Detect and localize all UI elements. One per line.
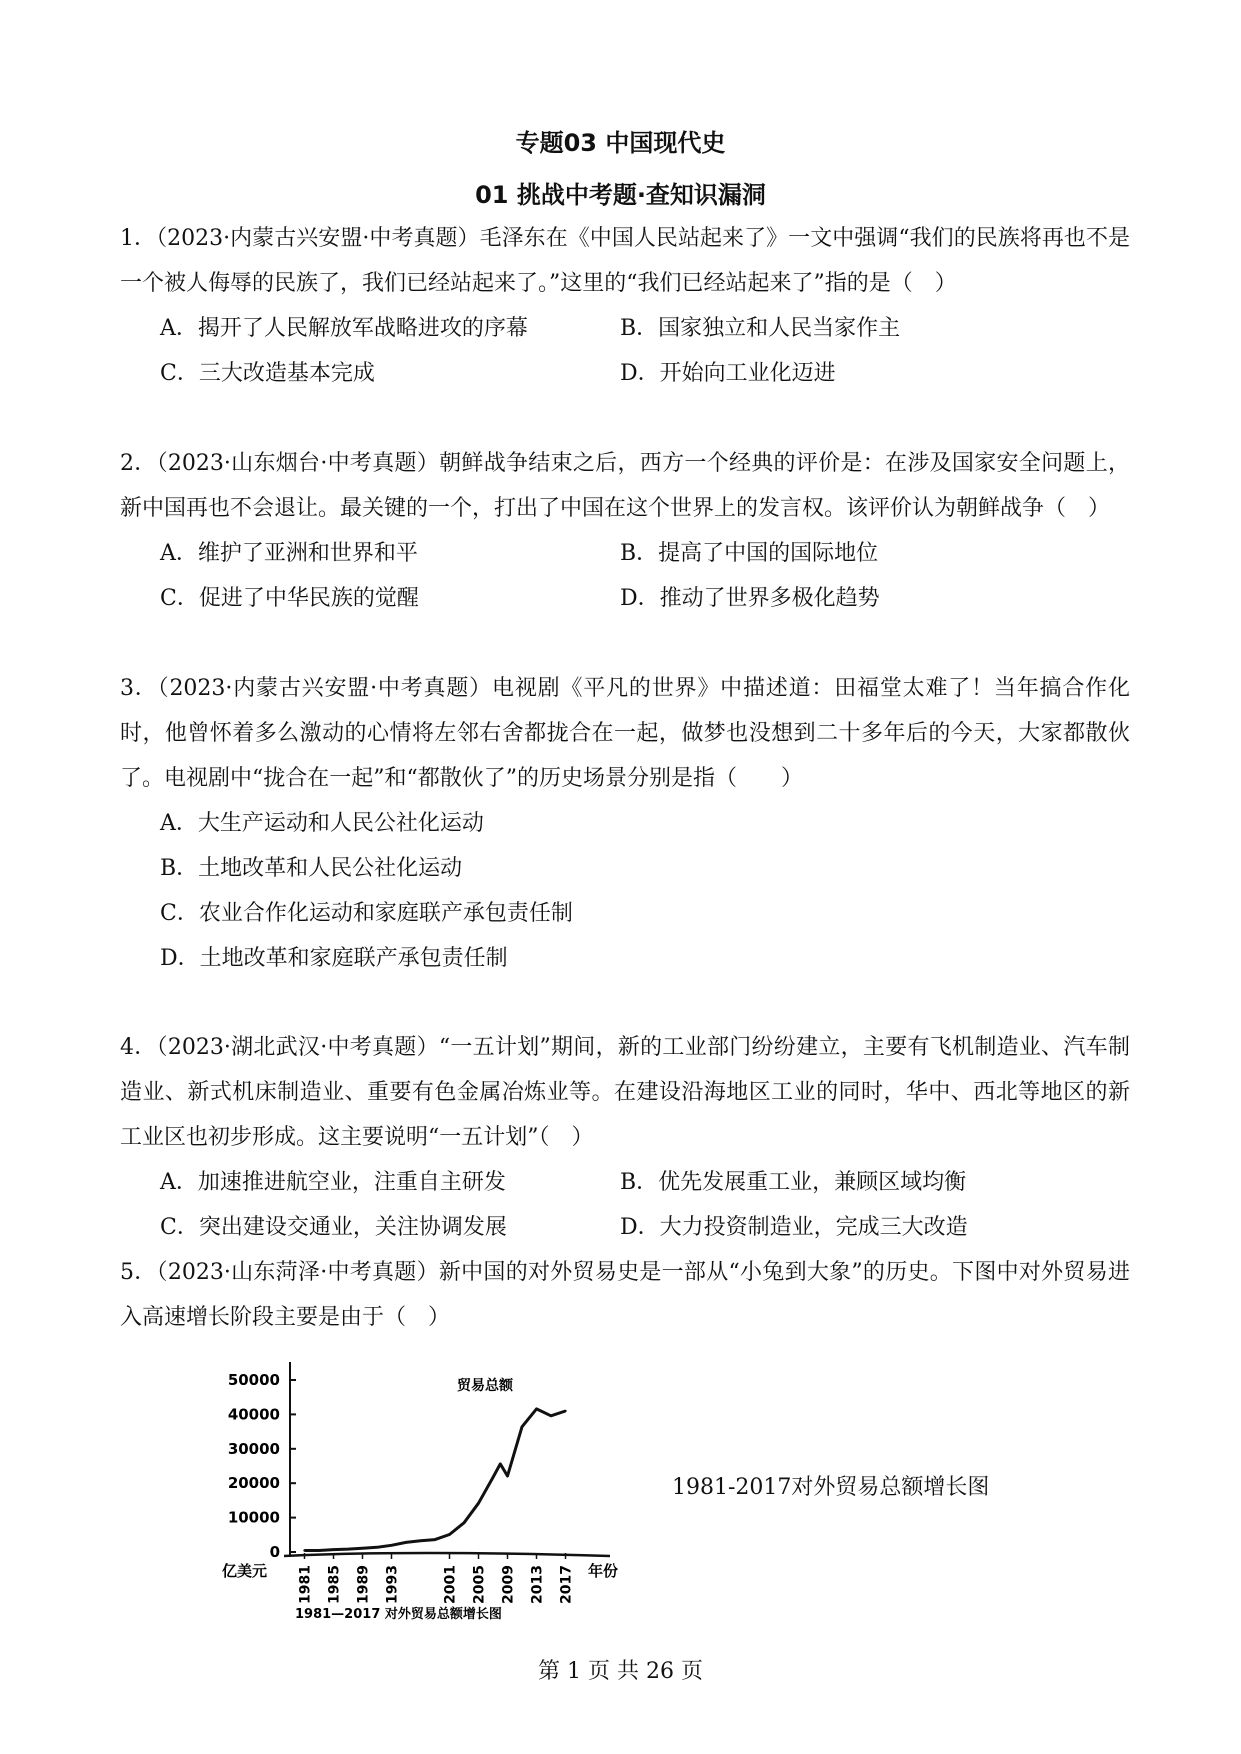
- x-axis-label: 年份: [588, 1562, 619, 1580]
- question-1: [120, 216, 1130, 396]
- data-point: [332, 1548, 334, 1550]
- question-stem: 1．（2023·内蒙古兴安盟·中考真题）毛泽东在《中国人民站起来了》一文中强调“我们的民族将再也不是一个被人侮辱的民族了，我们已经站起来了。”这里的“我们已经站起来了”指的是（ ）: [120, 226, 1130, 296]
- y-tick-label: 30000: [227, 1439, 280, 1458]
- option-c: C．三大改造基本完成: [160, 361, 375, 386]
- x-tick-label: 2013: [529, 1565, 546, 1604]
- data-point: [419, 1540, 421, 1542]
- x-tick-label: 1989: [355, 1565, 372, 1604]
- option-c: C．突出建设交通业，关注协调发展: [160, 1215, 507, 1240]
- option-c: C．农业合作化运动和家庭联产承包责任制: [160, 901, 573, 926]
- data-point: [303, 1549, 305, 1551]
- y-tick-label: 10000: [227, 1508, 280, 1527]
- section-subtitle: 01 挑战中考题·查知识漏洞: [475, 181, 766, 209]
- option-d: D．推动了世界多极化趋势: [620, 586, 880, 611]
- data-point: [521, 1426, 523, 1428]
- question-4: [120, 1025, 1130, 1250]
- option-c: C．促进了中华民族的觉醒: [160, 586, 419, 611]
- y-axis-unit: 亿美元: [222, 1562, 268, 1580]
- data-point: [499, 1463, 501, 1465]
- y-tick-label: 20000: [227, 1474, 280, 1493]
- x-tick-label: 2001: [442, 1565, 459, 1604]
- options: [120, 1160, 1130, 1250]
- data-point: [405, 1541, 407, 1543]
- options: [120, 306, 1130, 396]
- option-a: A．加速推进航空业，注重自主研发: [160, 1170, 506, 1195]
- data-point: [564, 1410, 566, 1412]
- trade-chart: [220, 1340, 660, 1630]
- question-stem: 3．（2023·内蒙古兴安盟·中考真题）电视剧《平凡的世界》中描述道：田福堂太难了！当年搞合作化时，他曾怀着多么激动的心情将左邻右舍都拢合在一起，做梦也没想到二十多年后的今天，大家都散伙了。电视剧中“拢合在一起”和“都散伙了”的历史场景分别是指（ ）: [120, 676, 1130, 791]
- data-point: [550, 1415, 552, 1417]
- trade-line-chart: [220, 1340, 660, 1630]
- data-point: [390, 1544, 392, 1546]
- data-point: [506, 1475, 508, 1477]
- document-title: 专题03 中国现代史: [515, 129, 726, 157]
- trade-total-line: [305, 1409, 566, 1551]
- data-point: [318, 1549, 320, 1551]
- option-d: D．大力投资制造业，完成三大改造: [620, 1215, 968, 1240]
- question-stem: 2．（2023·山东烟台·中考真题）朝鲜战争结束之后，西方一个经典的评价是：在涉及国家安全问题上，新中国再也不会退让。最关键的一个，打出了中国在这个世界上的发言权。该评价认为朝鲜战争（ ）: [120, 451, 1130, 521]
- x-tick-label: 2017: [558, 1565, 575, 1604]
- y-tick-label: 0: [269, 1543, 280, 1561]
- question-stem: 4．（2023·湖北武汉·中考真题）“一五计划”期间，新的工业部门纷纷建立，主要有飞机制造业、汽车制造业、新式机床制造业、重要有色金属冶炼业等。在建设沿海地区工业的同时，华中、西北等地区的新工业区也初步形成。这主要说明“一五计划”（ ）: [120, 1035, 1130, 1150]
- option-a: A．大生产运动和人民公社化运动: [160, 811, 484, 836]
- options: [120, 531, 1130, 621]
- option-a: A．揭开了人民解放军战略进攻的序幕: [160, 316, 528, 341]
- page-footer: 第 1 页 共 26 页: [538, 1659, 703, 1684]
- data-point: [376, 1546, 378, 1548]
- x-tick-label: 2009: [500, 1565, 517, 1604]
- x-tick-label: 1985: [326, 1565, 343, 1604]
- options: [120, 801, 1130, 981]
- data-point: [448, 1533, 450, 1535]
- option-b: B．优先发展重工业，兼顾区域均衡: [620, 1170, 967, 1195]
- option-b: B．国家独立和人民当家作主: [620, 316, 901, 341]
- y-tick-label: 40000: [227, 1405, 280, 1424]
- question-5: [120, 1250, 1130, 1340]
- data-point: [361, 1547, 363, 1549]
- option-d: D．土地改革和家庭联产承包责任制: [160, 946, 508, 971]
- option-d: D．开始向工业化迈进: [620, 361, 836, 386]
- data-point: [347, 1548, 349, 1550]
- figure-caption: 1981-2017对外贸易总额增长图: [672, 1475, 990, 1500]
- x-tick-label: 1993: [384, 1565, 401, 1604]
- data-point: [535, 1408, 537, 1410]
- option-b: B．土地改革和人民公社化运动: [160, 856, 463, 881]
- x-tick-label: 1981: [297, 1565, 314, 1604]
- series-label: 贸易总额: [457, 1378, 513, 1394]
- chart-title: 1981—2017 对外贸易总额增长图: [295, 1607, 502, 1622]
- option-b: B．提高了中国的国际地位: [620, 541, 879, 566]
- question-2: [120, 441, 1130, 621]
- data-point: [492, 1476, 494, 1478]
- data-point: [434, 1538, 436, 1540]
- option-a: A．维护了亚洲和世界和平: [160, 541, 418, 566]
- question-stem: 5．（2023·山东菏泽·中考真题）新中国的对外贸易史是一部从“小兔到大象”的历史。下图中对外贸易进入高速增长阶段主要是由于（ ）: [120, 1260, 1130, 1330]
- question-3: [120, 666, 1130, 981]
- data-point: [463, 1522, 465, 1524]
- y-tick-label: 50000: [227, 1371, 280, 1389]
- data-point: [477, 1502, 479, 1504]
- x-tick-label: 2005: [471, 1565, 488, 1604]
